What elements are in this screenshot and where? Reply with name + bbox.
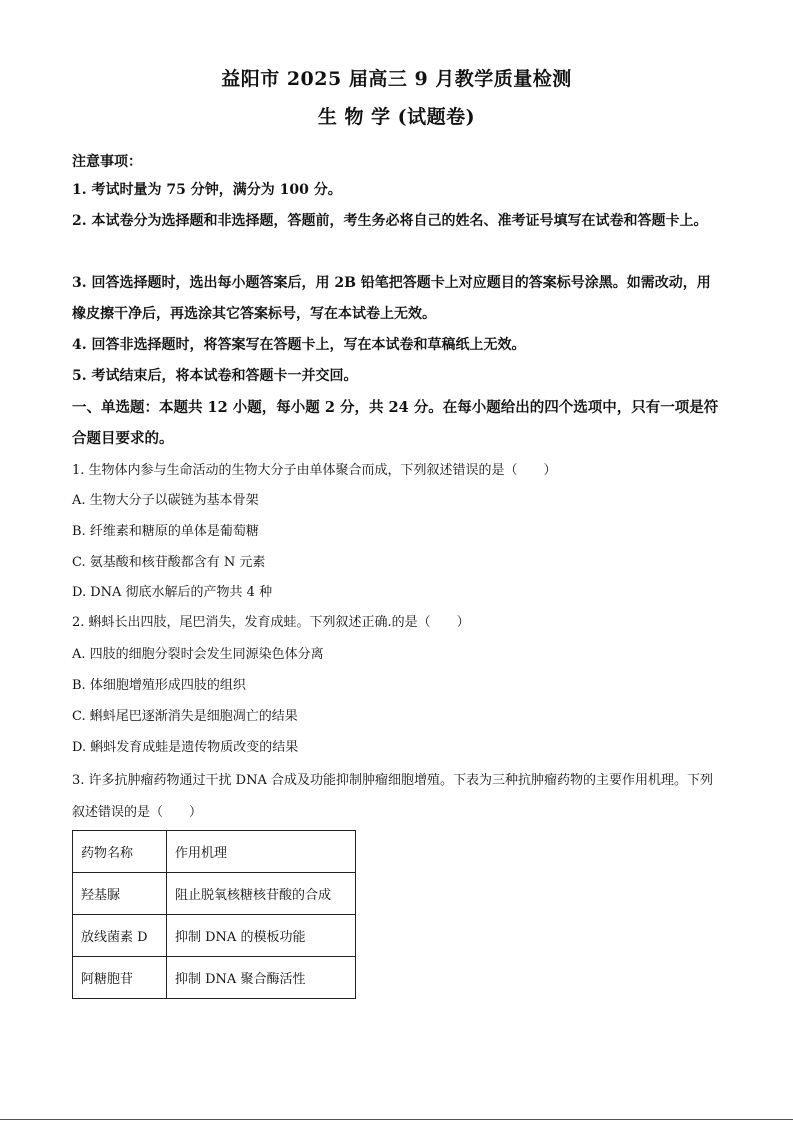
notice-item: 5. 考试结束后，将本试卷和答题卡一并交回。 <box>72 368 358 384</box>
section-heading: 一、单选题：本题共 12 小题，每小题 2 分，共 24 分。在每小题给出的四个选项中，只有一项是符合题目要求的。 <box>72 399 719 447</box>
option: B. 纤维素和糖原的单体是葡萄糖 <box>72 524 259 539</box>
exam-title: 益阳市 2025 届高三 9 月教学质量检测 <box>221 68 572 90</box>
table-cell: 放线菌素 D <box>73 915 167 957</box>
table-cell: 阻止脱氧核糖核苷酸的合成 <box>167 873 356 915</box>
question-stem: 1. 生物体内参与生命活动的生物大分子由单体聚合而成，下列叙述错误的是（ ） <box>72 463 557 478</box>
notice-item: 4. 回答非选择题时，将答案写在答题卡上，写在本试卷和草稿纸上无效。 <box>72 337 526 353</box>
notice-label: 注意事项： <box>72 154 142 170</box>
table-cell: 阿糖胞苷 <box>73 957 167 999</box>
option: C. 蝌蚪尾巴逐渐消失是细胞凋亡的结果 <box>72 709 298 724</box>
option: A. 生物大分子以碳链为基本骨架 <box>72 493 259 508</box>
table-cell: 抑制 DNA 的模板功能 <box>167 915 356 957</box>
table-row <box>73 957 356 999</box>
exam-subtitle: 生 物 学 (试题卷) <box>317 106 476 128</box>
drug-table <box>72 830 356 999</box>
table-row <box>73 873 356 915</box>
table-row <box>73 915 356 957</box>
table-cell: 抑制 DNA 聚合酶活性 <box>167 957 356 999</box>
option: A. 四肢的细胞分裂时会发生同源染色体分离 <box>72 647 324 662</box>
table-header-cell: 药物名称 <box>73 831 167 873</box>
table-header-cell: 作用机理 <box>167 831 356 873</box>
option: C. 氨基酸和核苷酸都含有 N 元素 <box>72 555 266 570</box>
option: D. DNA 彻底水解后的产物共 4 种 <box>72 585 273 600</box>
option: B. 体细胞增殖形成四肢的组织 <box>72 678 246 693</box>
question-stem: 2. 蝌蚪长出四肢，尾巴消失，发育成蛙。下列叙述正确.的是（ ） <box>72 615 470 630</box>
page-bottom-divider <box>0 1119 793 1120</box>
table-header-row <box>73 831 356 873</box>
option: D. 蝌蚪发育成蛙是遗传物质改变的结果 <box>72 740 299 755</box>
notice-item: 3. 回答选择题时，选出每小题答案后，用 2B 铅笔把答题卡上对应题目的答案标号涂黑。如需改动，用橡皮擦干净后，再选涂其它答案标号，写在本试卷上无效。 <box>72 275 711 322</box>
question-stem: 3. 许多抗肿瘤药物通过干扰 DNA 合成及功能抑制肿瘤细胞增殖。下表为三种抗肿瘤药物的主要作用机理。下列叙述错误的是（ ） <box>72 773 713 820</box>
notice-item: 1. 考试时量为 75 分钟，满分为 100 分。 <box>72 182 342 198</box>
table-cell: 羟基脲 <box>73 873 167 915</box>
notice-item: 2. 本试卷分为选择题和非选择题，答题前，考生务必将自己的姓名、准考证号填写在试卷和答题卡上。 <box>72 213 708 229</box>
